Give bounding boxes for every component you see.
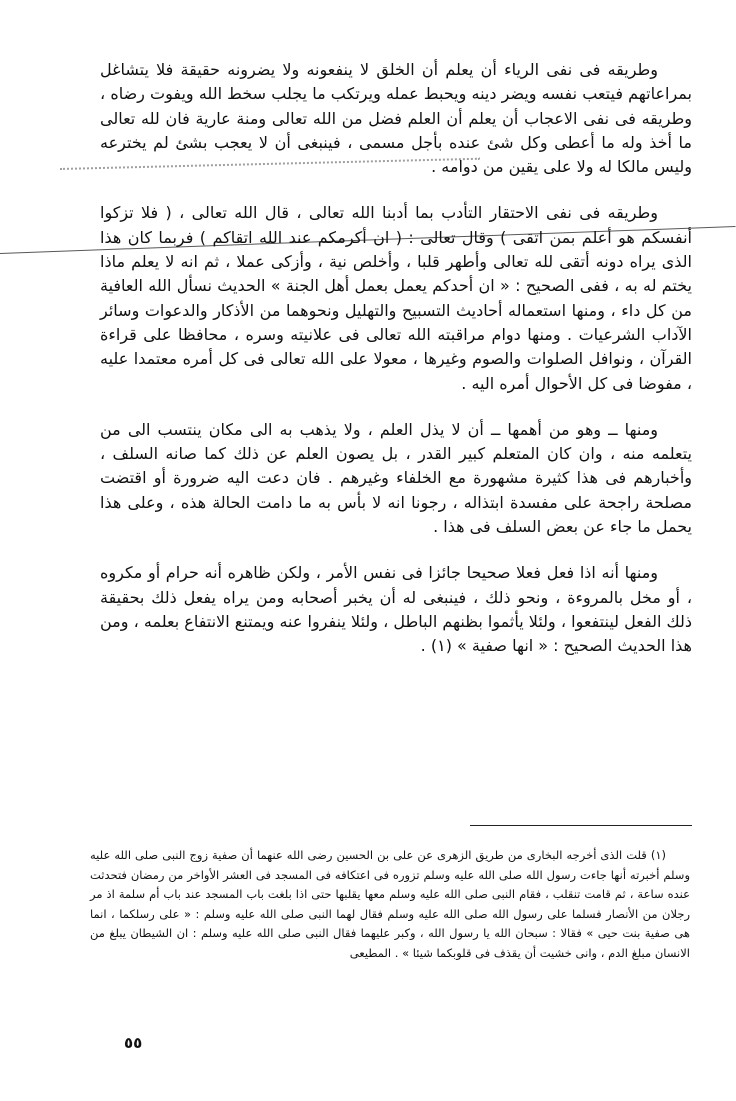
footnote-separator: [470, 825, 692, 826]
page-number: ٥٥: [124, 1034, 143, 1052]
footnote: (١) قلت الذى أخرجه البخارى من طريق الزهرى عن على بن الحسين رضى الله عنهما أن صفية زوج النبى صلى الله عليه وسلم أخبرته أنها جاءت رسول الله صلى الله عليه وسلم تزوره فى اعتكافه فى المسجد فى العشر الأواخر من رمضان فتحدثت عنده ساعة ، ثم قامت تنقلب ، فقام النبى صلى الله عليه وسلم معها يقلبها حتى اذا بلغت باب المسجد عند باب أم سلمة اذ مر رجلان من الأنصار فسلما على رسول الله صلى الله عليه وسلم فقال لهما النبى صلى الله عليه وسلم : « على رسلكما ، انما هى صفية بنت حيى » فقالا : سبحان الله يا رسول الله ، وكبر عليهما فقال النبى صلى الله عليه وسلم : ان الشيطان يبلغ من الانسان مبلغ الدم ، وانى خشيت أن يقذف فى قلوبكما شيئا » . المطيعى: [90, 848, 690, 960]
main-text-block: [100, 58, 692, 681]
paragraph-la-yudhillu-al-ilm: ومنها ــ وهو من أهمها ــ أن لا يذل العلم ، ولا يذهب به الى مكان ينتسب الى من يتعلمه منه ، وان كان المتعلم كبير القدر ، بل يصون العلم عن ذلك كما صانه السلف ، وأخبارهم فى هذا كثيرة مشهورة مع الخلفاء وغيرهم . فان دعت اليه ضرورة أو اقتضت مصلحة راجحة على مفسدة ابتذاله ، رجونا انه لا بأس به ما دامت الحالة هذه ، وعلى هذا يحمل ما جاء عن بعض السلف فى هذا .: [100, 419, 692, 537]
paragraph-riya: وطريقه فى نفى الرياء أن يعلم أن الخلق لا ينفعونه ولا يضرونه حقيقة فلا يتشاغل بمراعاتهم فيتعب نفسه ويضر دينه ويحبط عمله ويرتكب ما يجلب سخط الله ويفوت رضاه ، وطريقه فى نفى الاعجاب أن يعلم أن العلم فضل من الله تعالى ومنة عارية فان لله تعالى ما أخذ وله ما أعطى وكل شئ عنده بأجل مسمى ، فينبغى أن لا يعجب بشئ لم يخترعه وليس مالكا له ولا على يقين من دوامه .: [100, 60, 692, 177]
paragraph-ihtiqar: وطريقه فى نفى الاحتقار التأدب بما أدبنا الله تعالى ، قال الله تعالى ، ( فلا تزكوا أنفسكم هو أعلم بمن اتقى ) وقال تعالى : ( ان أكرمكم عند الله اتقاكم ) فربما كان هذا الذى يراه دونه أتقى لله تعالى وأطهر قلبا ، وأخلص نية ، وأزكى عملا ، ثم انه لا يعلم ماذا يختم له به ، ففى الصحيح : « ان أحدكم يعمل بعمل أهل الجنة » الحديث نسأل الله العافية من كل داء ، ومنها استعماله أحاديث التسبيح والتهليل ونحوهما من الأذكار والدعوات وسائر الآداب الشرعيات . ومنها دوام مراقبته الله تعالى فى علانيته وسره ، محافظا على قراءة القرآن ، ونوافل الصلوات والصوم وغيرها ، معولا على الله تعالى فى كل أمره معتمدا عليه ، مفوضا فى كل الأحوال أمره اليه .: [100, 203, 692, 393]
paragraph-fi-nafs-al-amr: ومنها أنه اذا فعل فعلا صحيحا جائزا فى نفس الأمر ، ولكن ظاهره أنه حرام أو مكروه ، أو مخل بالمروءة ، ونحو ذلك ، فينبغى له أن يخبر أصحابه ومن يراه يفعل ذلك بحقيقة ذلك الفعل لينتفعوا ، ولئلا يأثموا بظنهم الباطل ، ولئلا ينفروا عنه ويمتنع الانتفاع بعلمه ، ومن هذا الحديث الصحيح : « انها صفية » (١) .: [100, 563, 692, 656]
